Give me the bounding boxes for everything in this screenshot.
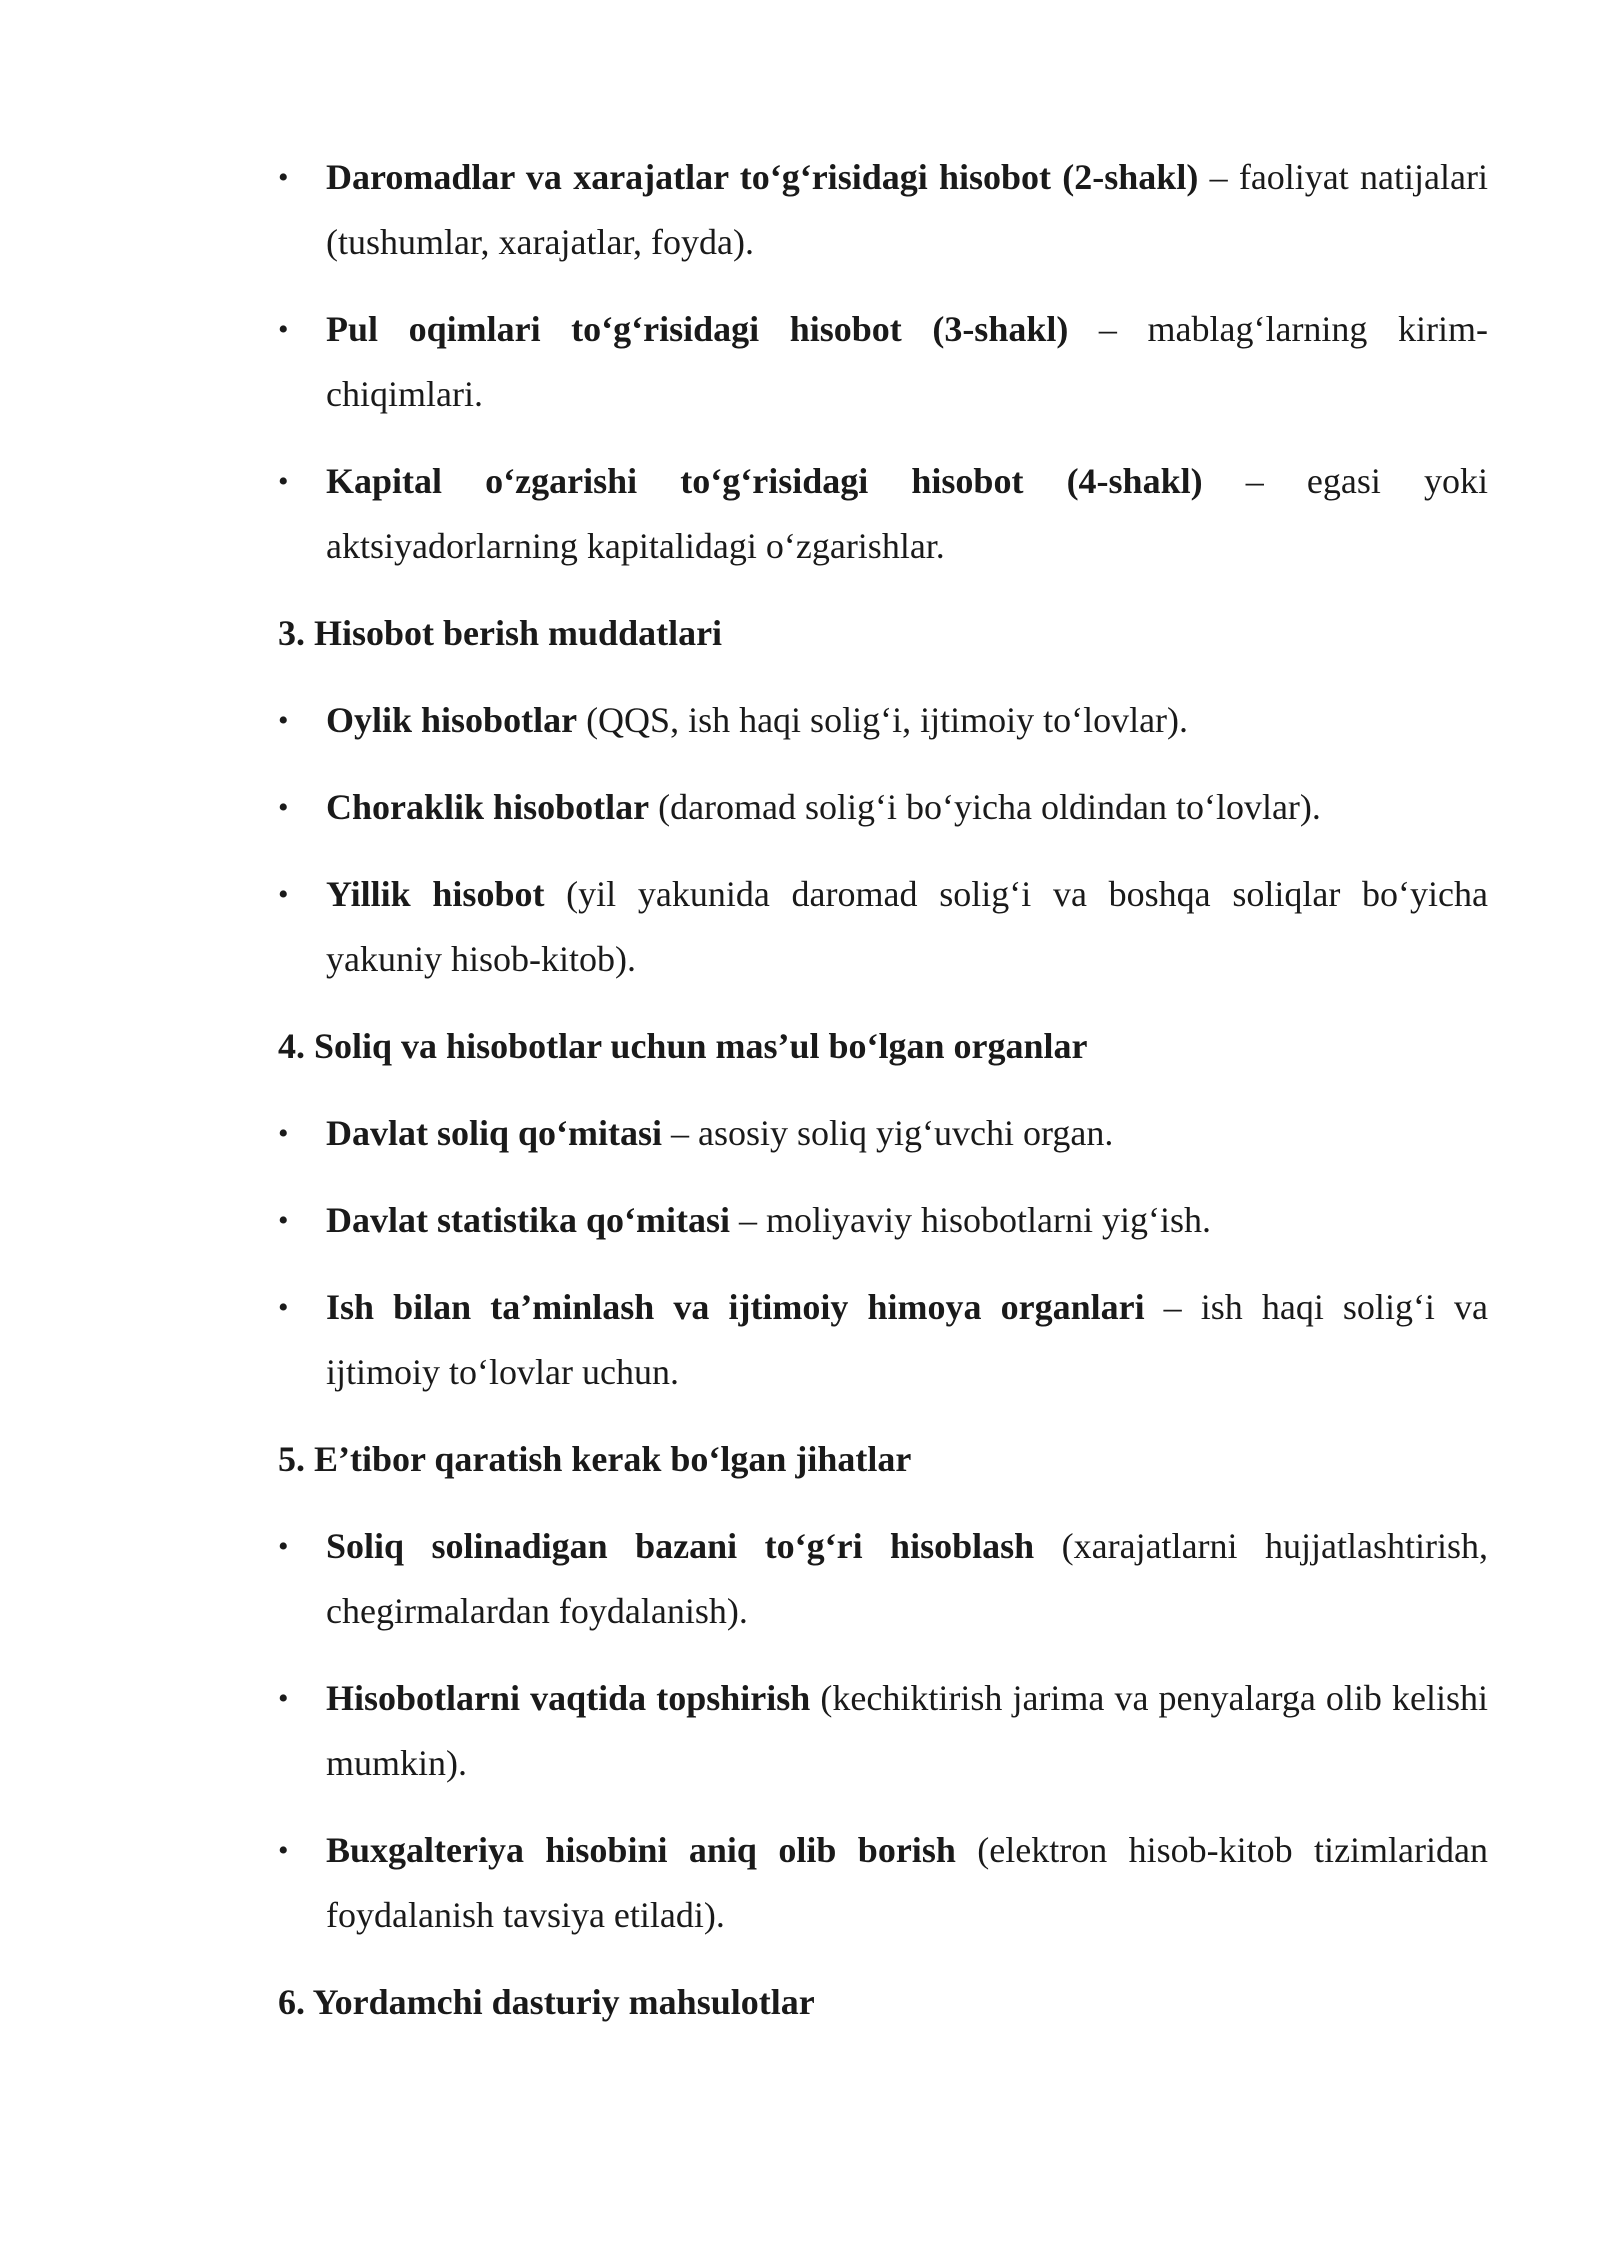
bullet-icon: • bbox=[278, 1682, 289, 1715]
list-item bbox=[278, 1818, 1488, 1948]
section-heading: 6. Yordamchi dasturiy mahsulotlar bbox=[278, 1982, 815, 2022]
bullet-icon: • bbox=[278, 1530, 289, 1563]
bullet-icon: • bbox=[278, 704, 289, 737]
list-item-bold: Buxgalteriya hisobini aniq olib borish bbox=[326, 1830, 956, 1870]
bullet-icon: • bbox=[278, 1834, 289, 1867]
bullet-icon: • bbox=[278, 161, 289, 194]
list-item bbox=[278, 1101, 1488, 1166]
list-item bbox=[278, 1514, 1488, 1644]
list-item bbox=[278, 1666, 1488, 1796]
list-item bbox=[278, 688, 1488, 753]
list-item bbox=[278, 297, 1488, 427]
list-item-text: (yil yakunida daromad solig‘i va boshqa soliqlar bo‘yicha yakuniy hisob-kitob). bbox=[326, 874, 1488, 979]
bullet-icon: • bbox=[278, 878, 289, 911]
list-item-bold: Pul oqimlari to‘g‘risidagi hisobot (3-shakl) bbox=[326, 309, 1069, 349]
list-item-text: (xarajatlarni hujjatlashtirish, chegirmalardan foydalanish). bbox=[326, 1526, 1489, 1631]
bullet-icon: • bbox=[278, 1204, 289, 1237]
list-item-text: (daromad solig‘i bo‘yicha oldindan to‘lovlar). bbox=[649, 787, 1321, 827]
bullet-icon: • bbox=[278, 791, 289, 824]
list-item-bold: Daromadlar va xarajatlar to‘g‘risidagi hisobot (2-shakl) bbox=[326, 157, 1199, 197]
bullet-icon: • bbox=[278, 1117, 289, 1150]
list-item-bold: Davlat statistika qo‘mitasi bbox=[326, 1200, 730, 1240]
list-item-bold: Kapital o‘zgarishi to‘g‘risidagi hisobot (4-shakl) bbox=[326, 461, 1203, 501]
list-item-text: (elektron hisob-kitob tizimlaridan foydalanish tavsiya etiladi). bbox=[326, 1830, 1488, 1935]
list-item bbox=[278, 145, 1488, 275]
list-item-bold: Yillik hisobot bbox=[326, 874, 545, 914]
list-item-bold: Soliq solinadigan bazani to‘g‘ri hisoblash bbox=[326, 1526, 1035, 1566]
list-item-bold: Hisobotlarni vaqtida topshirish bbox=[326, 1678, 811, 1718]
section-heading: 4. Soliq va hisobotlar uchun mas’ul bo‘lgan organlar bbox=[278, 1026, 1088, 1066]
list-item-bold: Choraklik hisobotlar bbox=[326, 787, 650, 827]
list-item-text: – mablag‘larning kirim-chiqimlari. bbox=[326, 309, 1488, 414]
section-heading: 5. E’tibor qaratish kerak bo‘lgan jihatlar bbox=[278, 1439, 912, 1479]
list-item-text: (QQS, ish haqi solig‘i, ijtimoiy to‘lovlar). bbox=[577, 700, 1189, 740]
list-item-bold: Davlat soliq qo‘mitasi bbox=[326, 1113, 663, 1153]
list-item bbox=[278, 775, 1488, 840]
list-item bbox=[278, 1275, 1488, 1405]
list-item-bold: Oylik hisobotlar bbox=[326, 700, 578, 740]
section-heading: 3. Hisobot berish muddatlari bbox=[278, 613, 723, 653]
list-item-text: – ish haqi solig‘i va ijtimoiy to‘lovlar uchun. bbox=[326, 1287, 1488, 1392]
bullet-icon: • bbox=[278, 313, 289, 346]
list-item-text: (kechiktirish jarima va penyalarga olib kelishi mumkin). bbox=[326, 1678, 1488, 1783]
list-item-text: – faoliyat natijalari (tushumlar, xarajatlar, foyda). bbox=[326, 157, 1488, 262]
document-content bbox=[278, 145, 1488, 2035]
list-item-text: – moliyaviy hisobotlarni yig‘ish. bbox=[730, 1200, 1211, 1240]
list-item bbox=[278, 449, 1488, 579]
list-item bbox=[278, 1188, 1488, 1253]
list-item-text: – egasi yoki aktsiyadorlarning kapitalidagi o‘zgarishlar. bbox=[326, 461, 1488, 566]
bullet-icon: • bbox=[278, 1291, 289, 1324]
list-item-text: – asosiy soliq yig‘uvchi organ. bbox=[662, 1113, 1114, 1153]
list-item-bold: Ish bilan ta’minlash va ijtimoiy himoya organlari bbox=[326, 1287, 1145, 1327]
list-item bbox=[278, 862, 1488, 992]
bullet-icon: • bbox=[278, 465, 289, 498]
